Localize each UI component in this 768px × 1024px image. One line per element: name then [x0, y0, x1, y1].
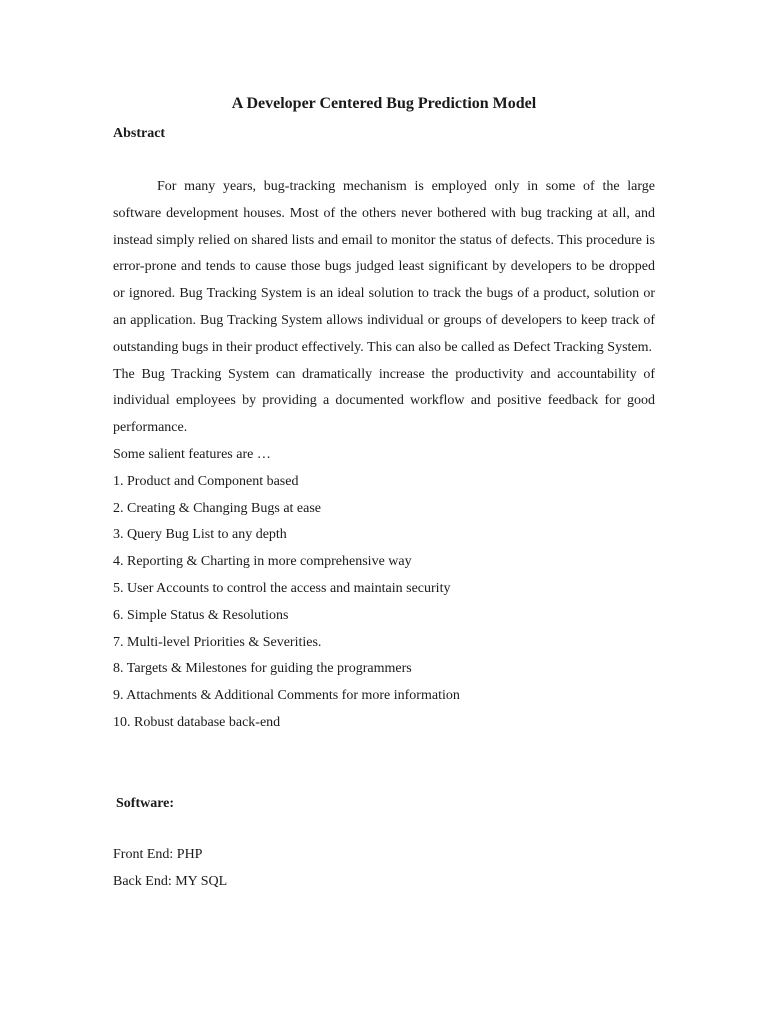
- document-title: A Developer Centered Bug Prediction Model: [231, 95, 537, 112]
- document-page: [113, 0, 655, 1024]
- front-end-line: Front End: PHP: [113, 847, 203, 862]
- software-stack: [113, 842, 227, 896]
- feature-item: 6. Simple Status & Resolutions: [113, 607, 289, 623]
- productivity-paragraph: The Bug Tracking System can dramatically increase the productivity and accountability of individual employees by providing a documented workflow and positive feedback for good performance.: [113, 366, 655, 436]
- intro-paragraph: For many years, bug-tracking mechanism is employed only in some of the large software development houses. Most of the others never bothered with bug tracking at all, and instead simply relied on shared lists and email to monitor the status of defects. This procedure is error-prone and tends to cause those bugs judged least significant by developers to be dropped or ignored. Bug Tracking System is an ideal solution to track the bugs of a product, solution or an application. Bug Tracking System allows individual or groups of developers to keep track of outstanding bugs in their product effectively. This can also be called as Defect Tracking System.: [113, 179, 655, 355]
- features-intro: Some salient features are …: [113, 446, 271, 462]
- feature-item: 10. Robust database back-end: [113, 714, 281, 730]
- feature-item: 4. Reporting & Charting in more comprehensive way: [113, 554, 412, 570]
- feature-item: 9. Attachments & Additional Comments for more information: [113, 688, 460, 704]
- feature-item: 7. Multi-level Priorities & Severities.: [113, 634, 322, 650]
- abstract-body: [113, 174, 655, 737]
- feature-item: 2. Creating & Changing Bugs at ease: [113, 500, 322, 516]
- features-list: [113, 469, 655, 737]
- feature-item: 3. Query Bug List to any depth: [113, 527, 287, 543]
- feature-item: 8. Targets & Milestones for guiding the programmers: [113, 661, 412, 677]
- software-heading: Software:: [116, 796, 175, 811]
- feature-item: 5. User Accounts to control the access and maintain security: [113, 580, 451, 596]
- abstract-heading: Abstract: [113, 126, 166, 141]
- feature-item: 1. Product and Component based: [113, 473, 299, 489]
- back-end-line: Back End: MY SQL: [113, 873, 228, 889]
